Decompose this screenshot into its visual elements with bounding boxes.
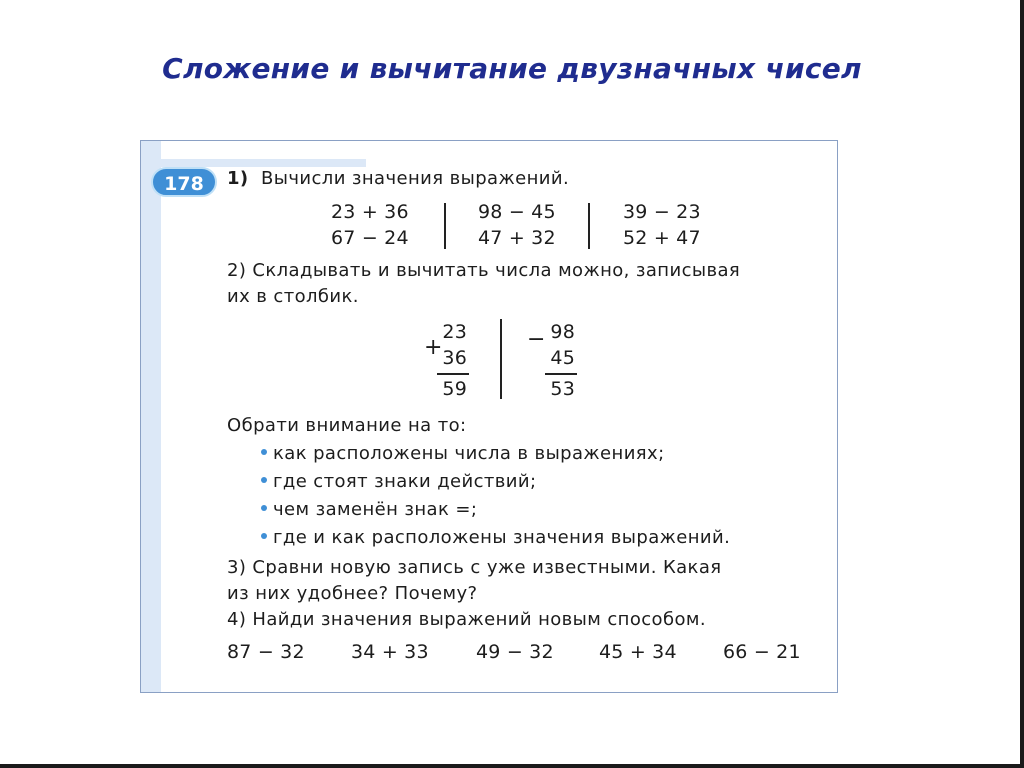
column-divider bbox=[500, 319, 502, 399]
column-add-top: 23 bbox=[442, 321, 467, 343]
part2-line2: их в столбик. bbox=[227, 286, 359, 307]
expr-2-1: 98 − 45 bbox=[478, 201, 556, 223]
expr-divider-2 bbox=[588, 203, 590, 249]
part4-expr-5: 66 − 21 bbox=[723, 641, 801, 663]
notice-heading: Обрати внимание на то: bbox=[227, 415, 467, 436]
notice-bullet-3 bbox=[261, 499, 477, 520]
bullet-dot-icon bbox=[261, 477, 267, 483]
notice-bullet-3-text: чем заменён знак =; bbox=[273, 499, 478, 520]
part2-line1: 2) Складывать и вычитать числа можно, записывая bbox=[227, 260, 741, 281]
expr-1-1: 23 + 36 bbox=[331, 201, 409, 223]
part4-expr-1: 87 − 32 bbox=[227, 641, 305, 663]
column-sub-top: 98 bbox=[550, 321, 575, 343]
column-sub-result: 53 bbox=[550, 378, 575, 400]
part3-line1: 3) Сравни новую запись с уже известными. Какая bbox=[227, 557, 722, 578]
notice-bullet-1 bbox=[261, 443, 665, 464]
bullet-dot-icon bbox=[261, 449, 267, 455]
bullet-dot-icon bbox=[261, 533, 267, 539]
notice-bullet-4-text: где и как расположены значения выражений. bbox=[273, 527, 731, 548]
column-add-result: 59 bbox=[442, 378, 467, 400]
notice-bullet-2-text: где стоят знаки действий; bbox=[273, 471, 537, 492]
notice-bullet-1-text: как расположены числа в выражениях; bbox=[273, 443, 665, 464]
part4-expr-3: 49 − 32 bbox=[476, 641, 554, 663]
part4-text: 4) Найди значения выражений новым способом. bbox=[227, 609, 706, 630]
part1-label: 1) bbox=[227, 168, 249, 189]
column-sub-line bbox=[545, 373, 577, 375]
notice-bullet-4 bbox=[261, 527, 730, 548]
exercise-number-badge: 178 bbox=[151, 167, 217, 197]
textbook-page bbox=[140, 140, 838, 693]
notice-bullet-2 bbox=[261, 471, 536, 492]
column-add-bottom: 36 bbox=[442, 347, 467, 369]
column-add-sign: + bbox=[424, 335, 443, 360]
column-sub-sign: − bbox=[527, 327, 546, 352]
expr-3-1: 39 − 23 bbox=[623, 201, 701, 223]
part3-line2: из них удобнее? Почему? bbox=[227, 583, 478, 604]
page-top-strip bbox=[141, 159, 366, 167]
expr-2-2: 47 + 32 bbox=[478, 227, 556, 249]
part1-text: Вычисли значения выражений. bbox=[261, 168, 570, 189]
bullet-dot-icon bbox=[261, 505, 267, 511]
column-add-line bbox=[437, 373, 469, 375]
part4-expr-4: 45 + 34 bbox=[599, 641, 677, 663]
page-side-strip bbox=[141, 141, 161, 692]
expr-divider-1 bbox=[444, 203, 446, 249]
slide-title: Сложение и вычитание двузначных чисел bbox=[162, 52, 862, 85]
column-sub-bottom: 45 bbox=[550, 347, 575, 369]
expr-1-2: 67 − 24 bbox=[331, 227, 409, 249]
part4-expr-2: 34 + 33 bbox=[351, 641, 429, 663]
expr-3-2: 52 + 47 bbox=[623, 227, 701, 249]
